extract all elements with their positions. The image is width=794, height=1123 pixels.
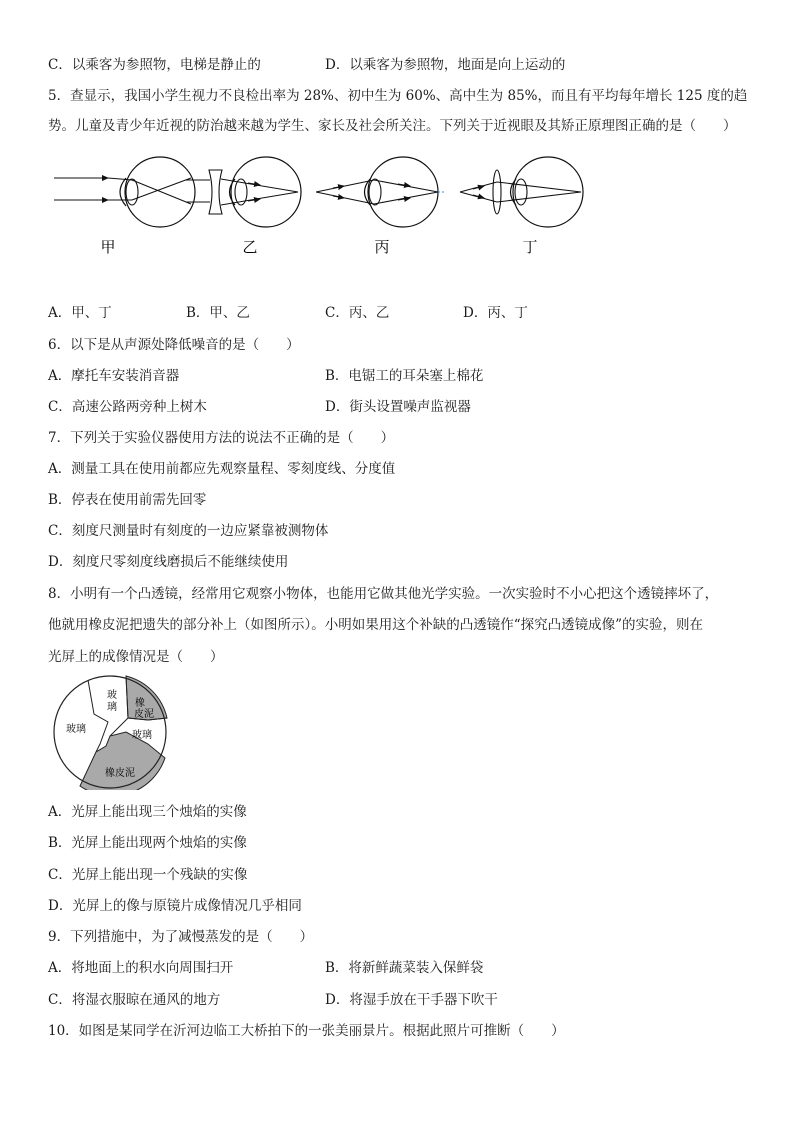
q9-option-d: D．将湿手放在干手器下吹干 xyxy=(325,992,498,1008)
q8-stem-line1: 8．小明有一个凸透镜，经常用它观察小物体，也能用它做其他光学实验。一次实验时不小心把这个透镜摔坏了， xyxy=(48,586,719,602)
q5-option-d: D．丙、丁 xyxy=(463,305,528,321)
eye-diagram-ding xyxy=(460,157,583,227)
q10-stem: 10．如图是某同学在沂河边临工大桥拍下的一张美丽景片。根据此照片可推断（ ） xyxy=(48,1023,565,1039)
lens-label-clay-bottom: 橡皮泥 xyxy=(105,768,135,779)
lens-label-glass-top-1: 玻 xyxy=(107,690,117,701)
eye-diagrams xyxy=(48,150,608,262)
q8-stem-line3: 光屏上的成像情况是（ ） xyxy=(48,649,224,665)
lens-label-glass-left: 玻璃 xyxy=(66,724,86,735)
q9-stem: 9．下列措施中，为了减慢蒸发的是（ ） xyxy=(48,929,314,945)
lens-figure xyxy=(48,674,172,790)
q7-option-d: D．刻度尺零刻度线磨损后不能继续使用 xyxy=(48,554,289,570)
fig-label-yi: 乙 xyxy=(242,238,258,256)
q6-option-c: C．高速公路两旁种上树木 xyxy=(48,399,207,415)
lens-label-clay-right-2: 皮泥 xyxy=(134,709,154,720)
q9-option-b: B．将新鲜蔬菜装入保鲜袋 xyxy=(325,960,484,976)
q7-stem: 7．下列关于实验仪器使用方法的说法不正确的是（ ） xyxy=(48,430,395,446)
q5-option-a: A．甲、丁 xyxy=(48,305,112,321)
q7-option-a: A．测量工具在使用前都应先观察量程、零刻度线、分度值 xyxy=(48,461,396,477)
q4-option-c: C．以乘客为参照物，电梯是静止的 xyxy=(48,57,261,73)
q5-option-c: C．丙、乙 xyxy=(325,305,390,321)
q8-option-c: C．光屏上能出现一个残缺的实像 xyxy=(48,867,248,883)
q6-option-a: A．摩托车安装消音器 xyxy=(48,368,180,384)
q9-option-a: A．将地面上的积水向周围扫开 xyxy=(48,960,234,976)
fig-label-ding: 丁 xyxy=(522,238,538,256)
q8-option-a: A．光屏上能出现三个烛焰的实像 xyxy=(48,804,247,820)
q5-stem-line2: 势。儿童及青少年近视的防治越来越为学生、家长及社会所关注。下列关于近视眼及其矫正原理图正确的是（ ） xyxy=(48,118,737,134)
fig-label-jia: 甲 xyxy=(100,238,116,256)
q4-option-d: D．以乘客为参照物，地面是向上运动的 xyxy=(325,57,566,73)
q8-option-b: B．光屏上能出现两个烛焰的实像 xyxy=(48,835,247,851)
q7-option-c: C．刻度尺测量时有刻度的一边应紧靠被测物体 xyxy=(48,523,329,539)
eye-diagram-jia xyxy=(54,157,195,227)
q7-option-b: B．停表在使用前需先回零 xyxy=(48,492,207,508)
q6-option-d: D．街头设置噪声监视器 xyxy=(325,399,471,415)
q8-stem-line2: 他就用橡皮泥把遗失的部分补上（如图所示）。小明如果用这个补缺的凸透镜作“探究凸透镜成像”的实验，则在 xyxy=(48,617,704,633)
q9-option-c: C．将湿衣服晾在通风的地方 xyxy=(48,992,221,1008)
fig-label-bing: 丙 xyxy=(374,238,390,256)
lens-label-glass-top-2: 璃 xyxy=(107,702,117,713)
q5-stem-line1: 5．查显示，我国小学生视力不良检出率为 28%、初中生为 60%、高中生为 85%，而且有平均每年增长 125 度的趋 xyxy=(48,88,748,104)
q6-stem: 6．以下是从声源处降低噪音的是（ ） xyxy=(48,337,300,353)
lens-label-glass-right: 玻璃 xyxy=(132,730,152,741)
eye-diagram-yi xyxy=(186,157,301,227)
lens-label-clay-right-1: 橡 xyxy=(135,698,145,709)
q8-option-d: D．光屏上的像与原镜片成像情况几乎相同 xyxy=(48,898,302,914)
q5-option-b: B．甲、乙 xyxy=(186,305,250,321)
eye-diagram-bing xyxy=(316,157,446,227)
q6-option-b: B．电锯工的耳朵塞上棉花 xyxy=(325,368,484,384)
